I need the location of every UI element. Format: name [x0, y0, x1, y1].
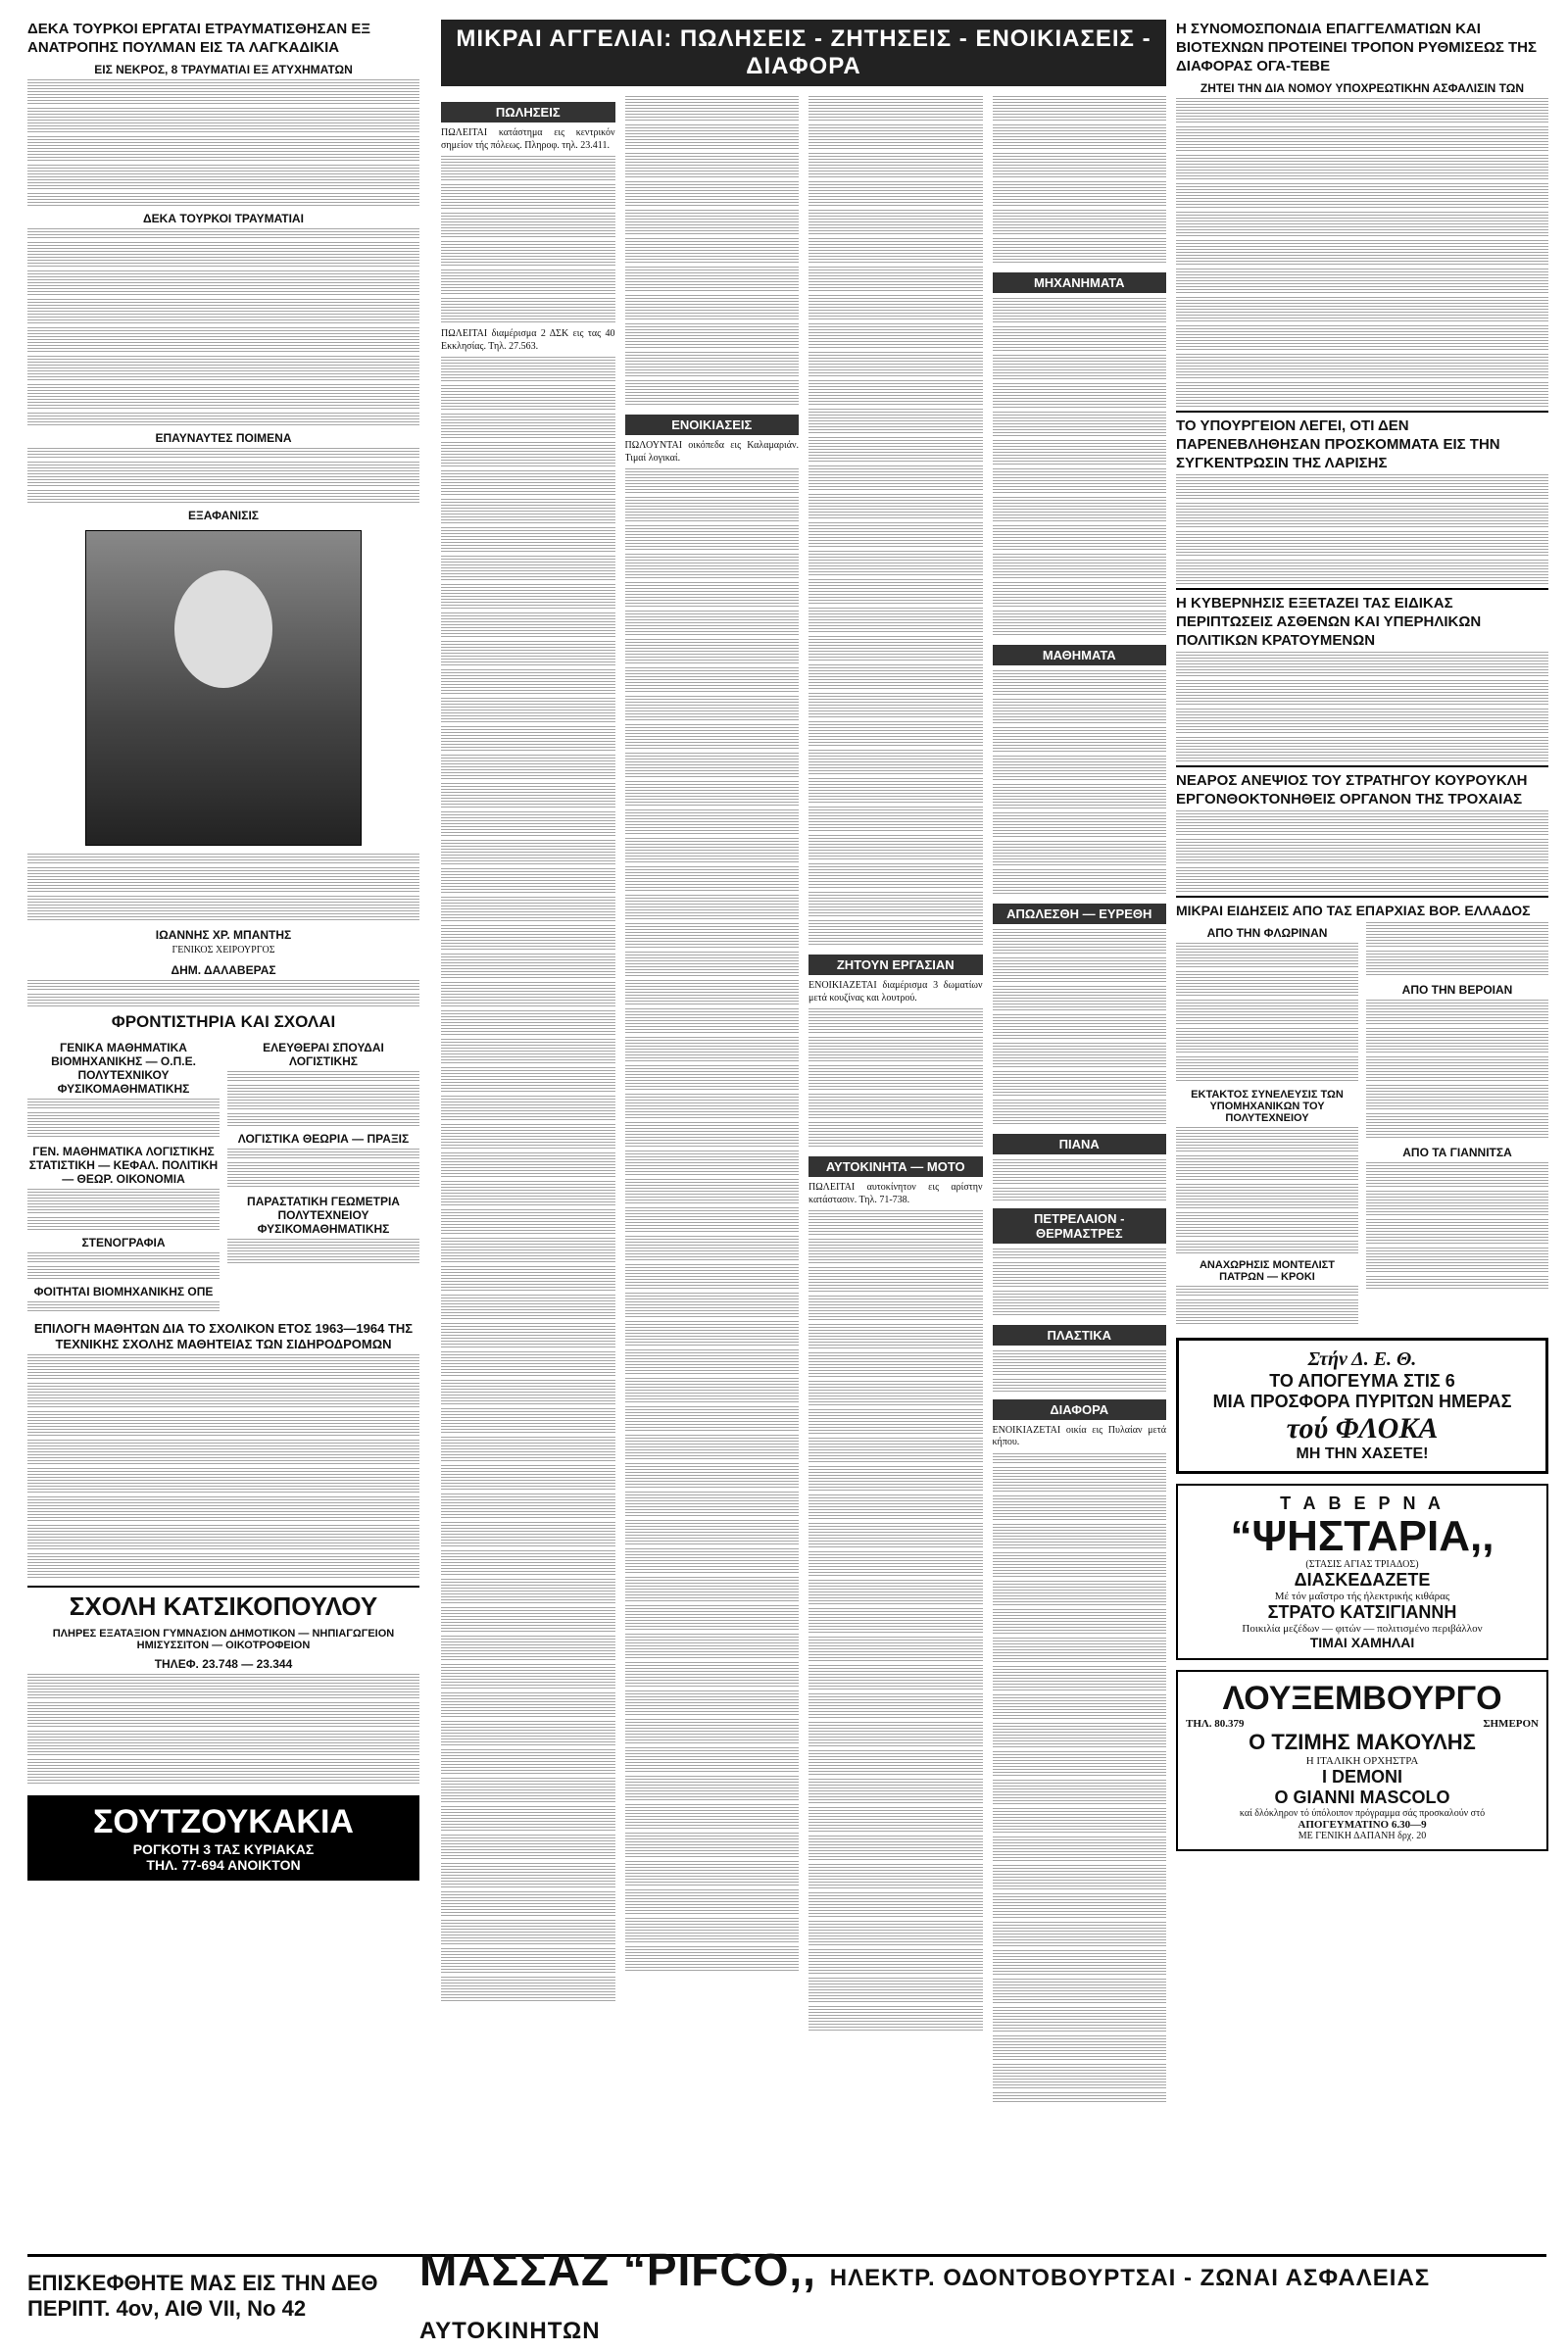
classifieds-col-d [993, 94, 1167, 2103]
schools-title: ΦΡΟΝΤΙΣΤΗΡΙΑ ΚΑΙ ΣΧΟΛΑΙ [111, 1011, 336, 1031]
provinces-right [1366, 920, 1548, 1328]
section-heaters: ΠΕΤΡΕΛΑΙΟΝ - ΘΕΡΜΑΣΤΡΕΣ [993, 1208, 1167, 1244]
schools-right [227, 1035, 419, 1316]
section-rentals: ΕΝΟΙΚΙΑΣΕΙΣ [625, 415, 800, 435]
headline-government: Η ΚΥΒΕΡΝΗΣΙΣ ΕΞΕΤΑΖΕΙ ΤΑΣ ΕΙΔΙΚΑΣ ΠΕΡΙΠΤΩΣΕΙΣ ΑΣΘΕΝΩΝ ΚΑΙ ΥΠΕΡΗΛΙΚΩΝ ΠΟΛΙΤΙΚΩΝ ΚΡΑΤΟΥΜΕΝΩΝ [1176, 588, 1548, 650]
section-disappearance: ΕΞΑΦΑΝΙΣΙΣ [188, 508, 259, 522]
floka-cta: ΜΗ ΤΗΝ ΧΑΣΕΤΕ! [1296, 1445, 1429, 1462]
classified-ad: ΕΝΟΙΚΙΑΖΕΤΑΙ οικία εις Πυλαίαν μετά κήπου. [992, 1424, 1166, 1447]
railway-school-title: ΕΠΙΛΟΓΗ ΜΑΘΗΤΩΝ ΔΙΑ ΤΟ ΣΧΟΛΙΚΟΝ ΕΤΟΣ 1963—1964 ΤΗΣ ΤΕΧΝΙΚΗΣ ΣΧΟΛΗΣ ΜΑΘΗΤΕΙΑΣ ΤΩΝ ΣΙΔΗΡΟΔΡΟΜΩΝ [33, 1321, 414, 1351]
subheadline-accidents: ΕΙΣ ΝΕΚΡΟΣ, 8 ΤΡΑΥΜΑΤΙΑΙ ΕΞ ΑΤΥΧΗΜΑΤΩΝ [94, 63, 353, 76]
bottom-ad-banner [27, 2244, 1546, 2344]
pifco-title: ΜΑΣΣΑΖ “PIFCO,, [419, 2244, 816, 2295]
luxembourg-phone: ΤΗΛ. 80.379 [1186, 1718, 1245, 1730]
soutzoukakia-address: ΡΟΓΚΟΤΗ 3 ΤΑΣ ΚΥΡΙΑΚΑΣ [132, 1841, 315, 1857]
luxembourg-orchestra: Η ΙΤΑΛΙΚΗ ΟΡΧΗΣΤΡΑ [1305, 1755, 1419, 1767]
floka-brand: τού ΦΛΟΚΑ [1286, 1412, 1439, 1445]
floka-offer: ΜΙΑ ΠΡΟΣΦΟΡΑ ΠΥΡΙΤΩΝ ΗΜΕΡΑΣ [1212, 1392, 1512, 1411]
headline-confederation: Η ΣΥΝΟΜΟΣΠΟΝΔΙΑ ΕΠΑΓΓΕΛΜΑΤΙΩΝ ΚΑΙ ΒΙΟΤΕΧΝΩΝ ΠΡΟΤΕΙΝΕΙ ΤΡΟΠΟΝ ΡΥΘΜΙΣΕΩΣ ΤΗΣ ΔΙΑΦΟΡΑΣ ΟΓΑ-ΤΕΒΕ [1176, 21, 1538, 74]
luxembourg-time: ΑΠΟΓΕΥΜΑΤΙΝΟ 6.30—9 [1298, 1819, 1427, 1831]
luxembourg-today: ΣΗΜΕΡΟΝ [1483, 1718, 1539, 1730]
classified-ad: ΠΩΛΕΙΤΑΙ κατάστημα εις κεντρικόν σημείον τής πόλεως. Πληροφ. τηλ. 23.411. [441, 127, 615, 151]
classified-ad: ΠΩΛΕΙΤΑΙ διαμέρισμα 2 ΔΣΚ εις τας 40 Εκκλησίας. Τηλ. 27.563. [441, 328, 615, 352]
section-misc: ΔΙΑΦΟΡΑ [993, 1399, 1167, 1420]
classified-ad: ΕΝΟΙΚΙΑΖΕΤΑΙ διαμέρισμα 3 δωματίων μετά κουζίνας και λουτρού. [808, 980, 983, 1004]
headline-nephew: ΝΕΑΡΟΣ ΑΝΕΨΙΟΣ ΤΟΥ ΣΤΡΑΤΗΓΟΥ ΚΟΥΡΟΥΚΛΗ ΕΡΓΟΝΘΟΚΤΟΝΗΘΕΙΣ ΟΡΓΑΝΟΝ ΤΗΣ ΤΡΟΧΑΙΑΣ [1176, 765, 1548, 808]
headline-provinces: ΜΙΚΡΑΙ ΕΙΔΗΣΕΙΣ ΑΠΟ ΤΑΣ ΕΠΑΡΧΙΑΣ ΒΟΡ. ΕΛΛΑΔΟΣ [1176, 896, 1548, 920]
doctor-title: ΓΕΝΙΚΟΣ ΧΕΙΡΟΥΡΓΟΣ [172, 945, 275, 955]
boy-photo [85, 530, 362, 846]
luxembourg-info [1186, 1718, 1539, 1730]
section-sales: ΠΩΛΗΣΕΙΣ [441, 102, 615, 122]
taverna-name: “ΨΗΣΤΑΡΙΑ,, [1230, 1512, 1494, 1560]
subheadline-insurance: ΖΗΤΕΙ ΤΗΝ ΔΙΑ ΝΟΜΟΥ ΥΠΟΧΡΕΩΤΙΚΗΝ ΑΣΦΑΛΙΣΙΝ ΤΩΝ [1200, 81, 1525, 95]
classifieds-column [441, 20, 1166, 2103]
school-item: ΣΤΕΝΟΓΡΑΦΙΑ [81, 1235, 166, 1249]
headline-turkish-workers: ΔΕΚΑ ΤΟΥΡΚΟΙ ΕΡΓΑΤΑΙ ΕΤΡΑΥΜΑΤΙΣΘΗΣΑΝ ΕΞ ΑΝΑΤΡΟΠΗΣ ΠΟΥΛΜΑΝ ΕΙΣ ΤΑ ΛΑΓΚΑΔΙΚΙΑ [27, 21, 371, 56]
classifieds-banner: ΜΙΚΡΑΙ ΑΓΓΕΛΙΑΙ: ΠΩΛΗΣΕΙΣ - ΖΗΤΗΣΕΙΣ - ΕΝΟΙΚΙΑΣΕΙΣ - ΔΙΑΦΟΡΑ [441, 20, 1166, 86]
city-florina: ΑΠΟ ΤΗΝ ΦΛΩΡΙΝΑΝ [1206, 926, 1328, 940]
luxembourg-singer: O GIANNI MASCOLO [1274, 1788, 1450, 1807]
section-shepherd: ΕΠΑΥΝΑΥΤΕΣ ΠΟΙΜΕΝΑ [155, 430, 292, 445]
luxembourg-price: ΜΕ ΓΕΝΙΚΗ ΔΑΠΑΝΗ δρχ. 20 [1298, 1831, 1427, 1841]
classified-ad: ΠΩΛΟΥΝΤΑΙ οικόπεδα εις Καλαμαριάν. Τιμαί λογικαί. [624, 440, 799, 464]
katsikopoulou-details: ΠΛΗΡΕΣ ΕΞΑΤΑΞΙΟΝ ΓΥΜΝΑΣΙΟΝ ΔΗΜΟΤΙΚΟΝ — ΝΗΠΙΑΓΩΓΕΙΟΝ ΗΜΙΣΥΣΣΙΤΟΝ — ΟΙΚΟΤΡΟΦΕΙΟΝ [52, 1628, 395, 1651]
right-column [1176, 20, 1548, 1861]
doctor2-name: ΔΗΜ. ΔΑΛΑΒΕΡΑΣ [171, 962, 276, 977]
school-item: ΛΟΓΙΣΤΙΚΑ ΘΕΩΡΙΑ — ΠΡΑΞΙΣ [237, 1131, 410, 1146]
floka-time: ΤΟ ΑΠΟΓΕΥΜΑ ΣΤΙΣ 6 [1269, 1371, 1455, 1391]
classifieds-col-c [808, 94, 983, 2103]
luxembourg-band: I DEMONI [1321, 1767, 1402, 1787]
taverna-prices: ΤΙΜΑΙ ΧΑΜΗΛΑΙ [1309, 1635, 1415, 1650]
section-lessons: ΜΑΘΗΜΑΤΑ [993, 645, 1167, 665]
section-job-seekers: ΖΗΤΟΥΝ ΕΡΓΑΣΙΑΝ [808, 955, 983, 975]
luxembourg-title: ΛΟΥΞΕΜΒΟΥΡΓΟ [1222, 1680, 1502, 1717]
school-item: ΓΕΝΙΚΑ ΜΑΘΗΜΑΤΙΚΑ ΒΙΟΜΗΧΑΝΙΚΗΣ — Ο.Π.Ε. ΠΟΛΥΤΕΧΝΙΚΟΥ ΦΥΣΙΚΟΜΑΘΗΜΑΤΙΚΗΣ [51, 1040, 196, 1096]
school-item: ΠΑΡΑΣΤΑΤΙΚΗ ΓΕΩΜΕΤΡΙΑ ΠΟΛΥΤΕΧΝΕΙΟΥ ΦΥΣΙΚΟΜΑΘΗΜΑΤΙΚΗΣ [247, 1195, 400, 1236]
classifieds-col-a [441, 94, 615, 2103]
soutzoukakia-title: ΣΟΥΤΖΟΥΚΑΚΙΑ [93, 1803, 354, 1840]
provinces-news [1176, 920, 1548, 1328]
section-ten-turks: ΔΕΚΑ ΤΟΥΡΚΟΙ ΤΡΑΥΜΑΤΙΑΙ [143, 211, 304, 225]
floka-deth: Στήν Δ. Ε. Θ. [1307, 1348, 1417, 1370]
taverna-musician: ΣΤΡΑΤΟ ΚΑΤΣΙΓΙΑΝΝΗ [1267, 1602, 1457, 1622]
luxembourg-headliner: Ο ΤΖΙΜΗΣ ΜΑΚΟΥΛΗΣ [1249, 1730, 1476, 1754]
katsikopoulou-phone: ΤΗΛΕΦ. 23.748 — 23.344 [154, 1657, 293, 1671]
bottom-ad-visit [27, 2271, 419, 2322]
city-veroia: ΑΠΟ ΤΗΝ ΒΕΡΟΙΑΝ [1401, 983, 1513, 997]
school-item: ΕΛΕΥΘΕΡΑΙ ΣΠΟΥΔΑΙ ΛΟΓΙΣΤΙΚΗΣ [263, 1040, 384, 1068]
classifieds-col-b [625, 94, 800, 2103]
taverna-guitar: Μέ τόν μαΐστρο τής ήλεκτρικής κιθάρας [1274, 1591, 1450, 1602]
classifieds-columns [441, 94, 1166, 2103]
doctor-name: ΙΩΑΝΝΗΣ ΧΡ. ΜΠΑΝΤΗΣ [155, 928, 292, 942]
schools-section [27, 1035, 419, 1316]
classified-ad: ΠΩΛΕΙΤΑΙ αυτοκίνητον εις αρίστην κατάστασιν. Τηλ. 71-738. [808, 1182, 983, 1205]
provinces-left [1176, 920, 1358, 1328]
luxembourg-program: καί δλόκληρον τό ύπόλοιπον πρόγραμμα σάς προσκαλούν στό [1239, 1808, 1486, 1819]
taverna-ad [1176, 1484, 1548, 1660]
floka-ad [1176, 1338, 1548, 1474]
section-machinery: ΜΗΧΑΝΗΜΑΤΑ [993, 272, 1167, 293]
headline-ministry: ΤΟ ΥΠΟΥΡΓΕΙΟΝ ΛΕΓΕΙ, ΟΤΙ ΔΕΝ ΠΑΡΕΝΕΒΛΗΘΗΣΑΝ ΠΡΟΣΚΟΜΜΑΤΑ ΕΙΣ ΤΗΝ ΣΥΓΚΕΝΤΡΩΣΙΝ ΤΗΣ ΛΑΡΙΣΗΣ [1176, 411, 1548, 472]
city-giannitsa: ΑΠΟ ΤΑ ΓΙΑΝΝΙΤΣΑ [1402, 1146, 1512, 1159]
section-plastics: ΠΛΑΣΤΙΚΑ [993, 1325, 1167, 1346]
school-item: ΓΕΝ. ΜΑΘΗΜΑΤΙΚΑ ΛΟΓΙΣΤΙΚΗΣ ΣΤΑΤΙΣΤΙΚΗ — ΚΕΦΑΛ. ΠΟΛΙΤΙΚΗ — ΘΕΩΡ. ΟΙΚΟΝΟΜΙΑ [28, 1145, 219, 1186]
visit-line-2: ΠΕΡΙΠΤ. 4ον, ΑΙΘ VII, Νο 42 [27, 2296, 307, 2321]
section-cars: ΑΥΤΟΚΙΝΗΤΑ — ΜΟΤΟ [808, 1156, 983, 1177]
taverna-location: (ΣΤΑΣΙΣ ΑΓΙΑΣ ΤΡΙΑΔΟΣ) [1305, 1559, 1419, 1570]
school-item: ΦΟΙΤΗΤΑΙ ΒΙΟΜΗΧΑΝΙΚΗΣ ΟΠΕ [33, 1284, 214, 1298]
visit-line-1: ΕΠΙΣΚΕΦΘΗΤΕ ΜΑΣ ΕΙΣ ΤΗΝ ΔΕΘ [27, 2271, 378, 2295]
assembly-title: ΕΚΤΑΚΤΟΣ ΣΥΝΕΛΕΥΣΙΣ ΤΩΝ ΥΠΟΜΗΧΑΝΙΚΩΝ ΤΟΥ ΠΟΛΥΤΕΧΝΕΙΟΥ [1191, 1089, 1344, 1124]
taverna-enjoy: ΔΙΑΣΚΕΔΑΖΕΤΕ [1294, 1570, 1431, 1590]
luxembourg-ad [1176, 1670, 1548, 1851]
school-katsikopoulou: ΣΧΟΛΗ ΚΑΤΣΙΚΟΠΟΥΛΟΥ [27, 1586, 419, 1622]
pifco-ad [419, 2243, 1546, 2349]
taverna-menu: Ποικιλία μεζέδων — φιτών — πολιτισμένο περιβάλλον [1242, 1623, 1483, 1635]
taverna-label: Τ Α Β Ε Ρ Ν Α [1280, 1494, 1445, 1513]
soutzoukakia-ad [27, 1795, 419, 1881]
departures-title: ΑΝΑΧΩΡΗΣΙΣ ΜΟΝΤΕΛΙΣΤ ΠΑΤΡΩΝ — ΚΡΟΚΙ [1199, 1258, 1335, 1283]
schools-left [27, 1035, 220, 1316]
soutzoukakia-phone: ΤΗΛ. 77-694 ΑΝΟΙΚΤΟΝ [146, 1857, 301, 1873]
section-pianos: ΠΙΑΝΑ [993, 1134, 1167, 1154]
section-lost-found: ΑΠΩΛΕΣΘΗ — ΕΥΡΕΘΗ [993, 904, 1167, 924]
pifco-products: ΗΛΕΚΤΡ. ΟΔΟΝΤΟΒΟΥΡΤΣΑΙ - ΖΩΝΑΙ ΑΣΦΑΛΕΙΑΣ ΑΥΤΟΚΙΝΗΤΩΝ [419, 2265, 1431, 2344]
left-column [27, 20, 419, 1881]
